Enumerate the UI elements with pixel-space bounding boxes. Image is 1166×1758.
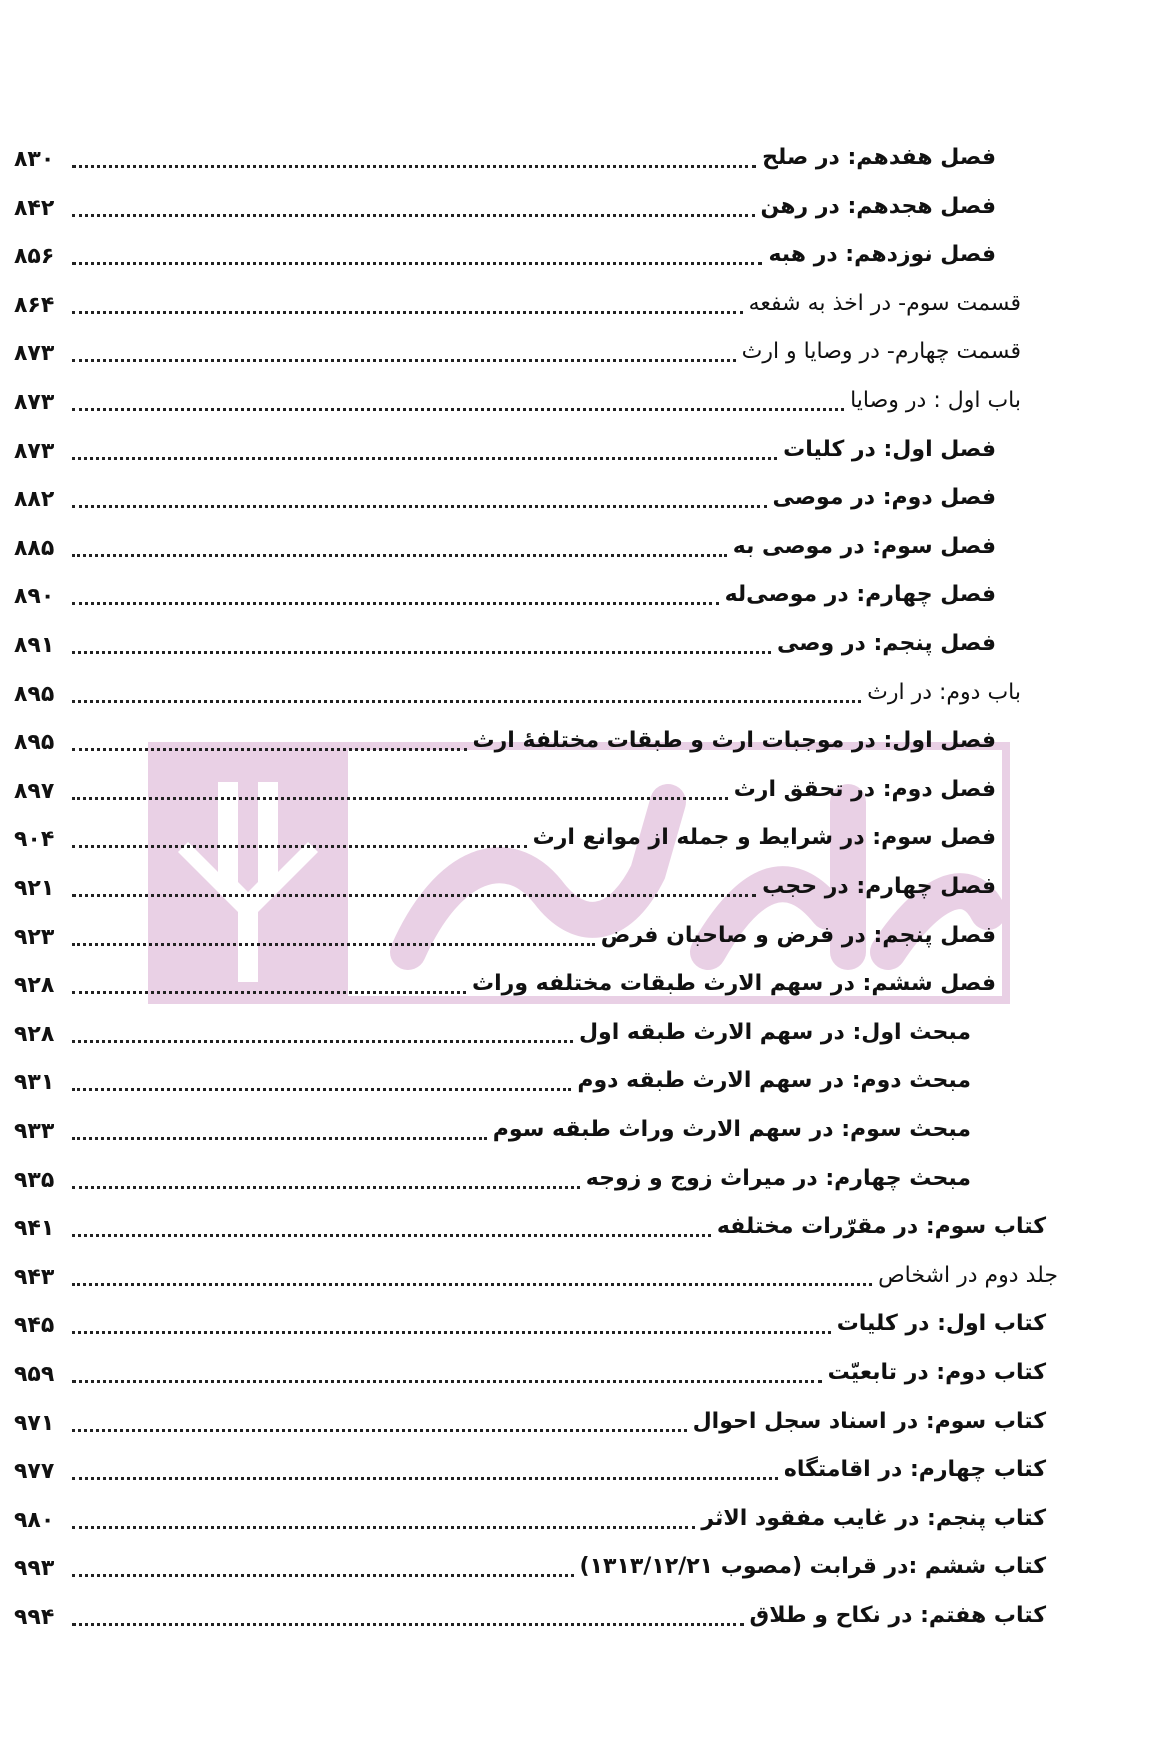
toc-dot-leader [72, 457, 777, 460]
toc-entry-title: کتاب ششم :در قرابت (مصوب ۱۳۱۳/۱۲/۲۱) [579, 1554, 1046, 1580]
toc-entry[interactable] [0, 577, 1166, 617]
toc-entry-title: مبحث دوم: در سهم الارث طبقه دوم [577, 1068, 971, 1094]
toc-entry-title: کتاب اول: در کلیات [836, 1311, 1046, 1337]
toc-page-number: ۹۲۸ [14, 973, 55, 999]
toc-entry[interactable] [0, 334, 1166, 374]
toc-entry-title: مبحث سوم: در سهم الارث وراث طبقه سوم [492, 1117, 971, 1142]
toc-entry-title: قسمت چهارم- در وصایا و ارث [741, 339, 1021, 365]
toc-dot-leader [72, 700, 861, 703]
toc-dot-leader [72, 1526, 695, 1529]
toc-entry[interactable] [0, 675, 1166, 715]
toc-page-number: ۸۹۷ [14, 778, 55, 804]
toc-entry-title: جلد دوم در اشخاص [878, 1262, 1058, 1288]
toc-page-number: ۹۴۳ [14, 1264, 55, 1290]
toc-page-number: ۹۷۷ [14, 1459, 55, 1485]
toc-entry-title: کتاب دوم: در تابعیّت [827, 1360, 1046, 1385]
toc-dot-leader [72, 1234, 711, 1237]
toc-entry-title: کتاب سوم: در اسناد سجل احوال [692, 1408, 1046, 1434]
toc-dot-leader [72, 845, 527, 848]
toc-entry[interactable] [0, 286, 1166, 326]
toc-page-number: ۸۹۵ [14, 730, 55, 756]
toc-dot-leader [72, 214, 755, 217]
toc-entry[interactable] [0, 869, 1166, 909]
toc-entry[interactable] [0, 237, 1166, 277]
toc-entry[interactable] [0, 140, 1166, 180]
toc-entry-title: کتاب پنجم: در غایب مفقود الاثر [701, 1505, 1046, 1531]
toc-page-number: ۹۰۴ [14, 827, 55, 853]
toc-page-number: ۸۸۵ [14, 535, 55, 561]
toc-page-number: ۹۵۹ [14, 1362, 55, 1387]
toc-page-number: ۹۲۳ [14, 924, 55, 950]
toc-dot-leader [72, 894, 756, 897]
toc-entry-title: فصل دوم: در تحقق ارث [733, 776, 996, 802]
toc-entry[interactable] [0, 1112, 1166, 1152]
toc-dot-leader [72, 505, 767, 508]
toc-page-number: ۹۲۱ [14, 876, 55, 901]
toc-entry[interactable] [0, 820, 1166, 860]
toc-page-number: ۸۶۴ [14, 292, 55, 318]
toc-entry-title: فصل اول: در کلیات [783, 436, 996, 462]
toc-entry[interactable] [0, 1452, 1166, 1492]
toc-dot-leader [72, 1574, 574, 1577]
toc-page-number: ۹۴۱ [14, 1216, 55, 1242]
toc-entry-title: کتاب هفتم: در نکاح و طلاق [749, 1603, 1046, 1628]
toc-entry[interactable] [0, 918, 1166, 958]
toc-dot-leader [72, 1040, 573, 1043]
toc-entry[interactable] [0, 1015, 1166, 1055]
toc-dot-leader [72, 1088, 571, 1091]
toc-entry-title: فصل هجدهم: در رهن [760, 193, 996, 219]
toc-entry-title: فصل پنجم: در وصی [777, 631, 996, 656]
toc-entry[interactable] [0, 189, 1166, 229]
toc-dot-leader [72, 165, 756, 168]
toc-dot-leader [72, 991, 466, 994]
toc-dot-leader [72, 1186, 580, 1189]
toc-dot-leader [72, 359, 736, 362]
toc-page-number: ۹۳۵ [14, 1167, 55, 1193]
toc-entry[interactable] [0, 1501, 1166, 1541]
toc-entry-title: کتاب سوم: در مقرّرات مختلفه [716, 1214, 1046, 1240]
toc-entry[interactable] [0, 1063, 1166, 1103]
toc-entry[interactable] [0, 966, 1166, 1006]
toc-page-number: ۹۳۱ [14, 1070, 55, 1096]
toc-page-number: ۹۹۳ [14, 1556, 55, 1582]
toc-entry-title: فصل اول: در موجبات ارث و طبقات مختلفهٔ ارث [472, 728, 996, 754]
toc-entry-title: فصل سوم: در موصی به [732, 533, 996, 559]
toc-entry-title: مبحث اول: در سهم الارث طبقه اول [578, 1019, 971, 1045]
toc-dot-leader [72, 554, 727, 557]
toc-page-number: ۹۲۸ [14, 1021, 55, 1047]
toc-dot-leader [72, 1477, 778, 1480]
toc-page-number: ۸۸۲ [14, 487, 55, 513]
toc-entry[interactable] [0, 1161, 1166, 1201]
toc-page-number: ۹۹۴ [14, 1605, 55, 1630]
toc-page-number: ۹۴۵ [14, 1313, 55, 1339]
toc-entry[interactable] [0, 480, 1166, 520]
toc-entry[interactable] [0, 383, 1166, 423]
toc-dot-leader [72, 1331, 831, 1334]
toc-page-number: ۹۳۳ [14, 1119, 55, 1144]
toc-page-number: ۹۸۰ [14, 1507, 55, 1533]
toc-page-number: ۸۴۲ [14, 195, 55, 221]
toc-entry-title: کتاب چهارم: در اقامتگاه [783, 1457, 1046, 1483]
toc-entry-title: مبحث چهارم: در میراث زوج و زوجه [585, 1165, 971, 1191]
toc-entry-title: فصل دوم: در موصی [772, 485, 996, 511]
toc-dot-leader [72, 1283, 872, 1286]
toc-dot-leader [72, 748, 467, 751]
toc-dot-leader [72, 311, 743, 314]
toc-entry[interactable] [0, 1404, 1166, 1444]
toc-entry-title: فصل پنجم: در فرض و صاحبان فرض [600, 922, 996, 948]
toc-entry[interactable] [0, 529, 1166, 569]
toc-entry[interactable] [0, 626, 1166, 666]
toc-entry[interactable] [0, 723, 1166, 763]
toc-entry[interactable] [0, 1209, 1166, 1249]
toc-dot-leader [72, 1623, 744, 1626]
toc-entry-title: فصل ششم: در سهم الارث طبقات مختلفه وراث [472, 971, 996, 997]
toc-dot-leader [72, 602, 719, 605]
toc-page-number: ۸۹۱ [14, 633, 55, 658]
toc-entry-title: باب دوم: در ارث [867, 679, 1021, 705]
toc-dot-leader [72, 651, 771, 654]
toc-dot-leader [72, 943, 595, 946]
toc-entry-title: فصل چهارم: در موصی‌له [724, 582, 996, 608]
toc-page-number: ۹۷۱ [14, 1410, 55, 1436]
toc-page-number: ۸۷۳ [14, 438, 55, 464]
toc-entry[interactable] [0, 772, 1166, 812]
toc-page-number: ۸۵۶ [14, 244, 55, 270]
toc-dot-leader [72, 1429, 687, 1432]
toc-entry-title: فصل سوم: در شرایط و جمله از موانع ارث [532, 825, 996, 851]
toc-dot-leader [72, 1137, 487, 1140]
toc-entry[interactable] [0, 1598, 1166, 1638]
toc-dot-leader [72, 1380, 822, 1383]
toc-page-number: ۸۳۰ [14, 147, 55, 172]
toc-entry-title: قسمت سوم- در اخذ به شفعه [748, 290, 1021, 316]
toc-entry[interactable] [0, 1549, 1166, 1589]
toc-entry[interactable] [0, 1258, 1166, 1298]
toc-entry-title: فصل چهارم: در حجب [762, 874, 996, 899]
toc-page-number: ۸۷۳ [14, 390, 55, 415]
toc-dot-leader [72, 408, 844, 411]
toc-entry-title: باب اول : در وصایا [850, 388, 1021, 413]
toc-page-number: ۸۷۳ [14, 341, 55, 367]
toc-entry[interactable] [0, 1355, 1166, 1395]
toc-entry-title: فصل نوزدهم: در هبه [768, 242, 996, 268]
toc-dot-leader [72, 262, 762, 265]
toc-page-number: ۸۹۰ [14, 584, 55, 610]
toc-entry-title: فصل هفدهم: در صلح [762, 145, 996, 170]
toc-page-number: ۸۹۵ [14, 681, 55, 707]
toc-entry[interactable] [0, 1306, 1166, 1346]
toc-entry[interactable] [0, 432, 1166, 472]
toc-dot-leader [72, 797, 728, 800]
